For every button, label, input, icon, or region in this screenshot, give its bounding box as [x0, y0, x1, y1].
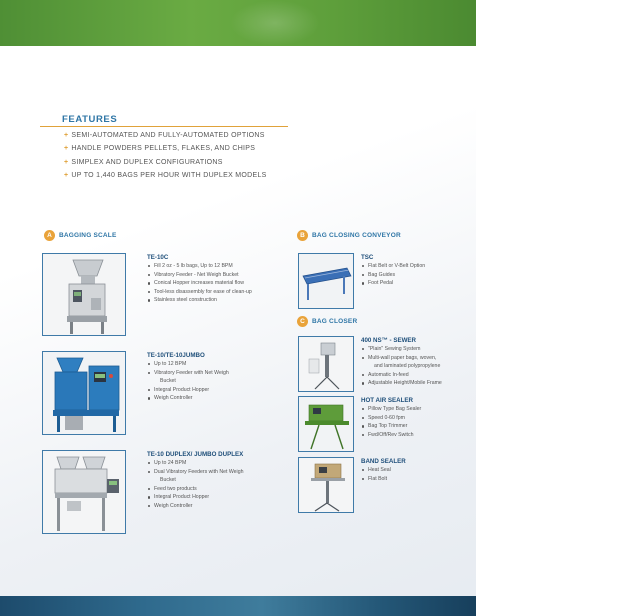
- top-green-banner: [0, 0, 476, 46]
- section-label: BAG CLOSING CONVEYOR: [312, 232, 401, 239]
- bullet-item: Weigh Controller: [148, 502, 243, 511]
- bullet-item: Dual Vibratory Feeders with Net Weigh: [148, 468, 243, 477]
- te10jumbo-title: TE-10/TE-10JUMBO: [147, 352, 205, 359]
- te10jumbo-image: [42, 351, 126, 435]
- features-heading: FEATURES: [62, 114, 118, 125]
- te10duplex-bullets: [148, 459, 243, 511]
- section-badge-a: A: [44, 230, 55, 241]
- ns400-title: 400 NS™ - SEWER: [361, 337, 417, 344]
- bullet-continuation: Bucket: [160, 378, 176, 385]
- ns400-image: [298, 336, 354, 392]
- section-badge-c: C: [297, 316, 308, 327]
- bullet-continuation: and laminated polypropylene: [374, 363, 441, 370]
- features-divider: [40, 126, 288, 127]
- bullet-item: Up to 12 BPM: [148, 360, 229, 369]
- plus-icon: +: [64, 158, 69, 166]
- band-sealer-image: [298, 457, 354, 513]
- bullet-item: Bag Guides: [362, 271, 425, 280]
- bullet-item: Foot Pedal: [362, 279, 425, 288]
- hot-air-sealer-bullets: [362, 405, 421, 439]
- bullet-item: Heat Seal: [362, 466, 391, 475]
- te10c-image: [42, 253, 126, 336]
- feature-item: + UP TO 1,440 BAGS PER HOUR WITH DUPLEX MODELS: [64, 172, 267, 180]
- bullet-item: Vibratory Feeder - Net Weigh Bucket: [148, 271, 252, 280]
- section-bag-closing-conveyor: [297, 230, 401, 241]
- section-label: BAG CLOSER: [312, 318, 358, 325]
- bullet-item: Tool-less disassembly for ease of clean-up: [148, 288, 252, 297]
- bullet-item: Vibratory Feeder with Net Weigh: [148, 369, 229, 378]
- bullet-item: Fill 2 oz - 5 lb bags, Up to 12 BPM: [148, 262, 252, 271]
- feature-item: + HANDLE POWDERS PELLETS, FLAKES, AND CHIPS: [64, 145, 256, 153]
- plus-icon: +: [64, 145, 69, 153]
- band-sealer-title: BAND SEALER: [361, 458, 406, 465]
- section-bag-closer: [297, 316, 357, 327]
- tsc-image: [298, 253, 354, 309]
- bullet-item: Integral Product Hopper: [148, 493, 243, 502]
- tsc-bullets: [362, 262, 425, 288]
- tsc-title: TSC: [361, 254, 374, 261]
- band-sealer-bullets: [362, 466, 391, 483]
- te10duplex-image: [42, 450, 126, 534]
- bullet-item: Stainless steel construction: [148, 296, 252, 305]
- section-label: BAGGING SCALE: [59, 232, 117, 239]
- bullet-item: Speed 0-60 fpm: [362, 414, 421, 423]
- bullet-item: Up to 24 BPM: [148, 459, 243, 468]
- section-bagging-scale: [44, 230, 117, 241]
- features-list: [64, 129, 267, 183]
- feature-item: + SIMPLEX AND DUPLEX CONFIGURATIONS: [64, 158, 223, 166]
- bullet-item: Adjustable Height/Mobile Frame: [362, 379, 442, 388]
- bullet-item: Bag Top Trimmer: [362, 422, 421, 431]
- te10c-title: TE-10C: [147, 254, 169, 261]
- te10c-bullets: [148, 262, 252, 305]
- te10duplex-title: TE-10 DUPLEX/ JUMBO DUPLEX: [147, 451, 244, 458]
- bullet-item: Pillow Type Bag Sealer: [362, 405, 421, 414]
- hot-air-sealer-title: HOT AIR SEALER: [361, 397, 414, 404]
- bullet-item: "Plain" Sewing System: [362, 345, 442, 354]
- bullet-item: Weigh Controller: [148, 394, 229, 403]
- bullet-item: Integral Product Hopper: [148, 386, 229, 395]
- bullet-item: Flat Belt or V-Belt Option: [362, 262, 425, 271]
- plus-icon: +: [64, 172, 69, 180]
- te10jumbo-bullets: [148, 360, 229, 403]
- bottom-blue-banner: [0, 596, 476, 616]
- bullet-item: Fwd/Off/Rev Switch: [362, 431, 421, 440]
- bullet-continuation: Bucket: [160, 477, 176, 484]
- bullet-item: Flat Bolt: [362, 475, 391, 484]
- bullet-item: Feed two products: [148, 485, 243, 494]
- bullet-item: Automatic In-feed: [362, 371, 442, 380]
- bullet-item: Conical Hopper increases material flow: [148, 279, 252, 288]
- ns400-bullets: [362, 345, 442, 388]
- bullet-item: Multi-wall paper bags, woven,: [362, 354, 442, 363]
- feature-item: + SEMI-AUTOMATED AND FULLY-AUTOMATED OPTIONS: [64, 132, 265, 139]
- hot-air-sealer-image: [298, 396, 354, 452]
- plus-icon: +: [64, 132, 69, 139]
- section-badge-b: B: [297, 230, 308, 241]
